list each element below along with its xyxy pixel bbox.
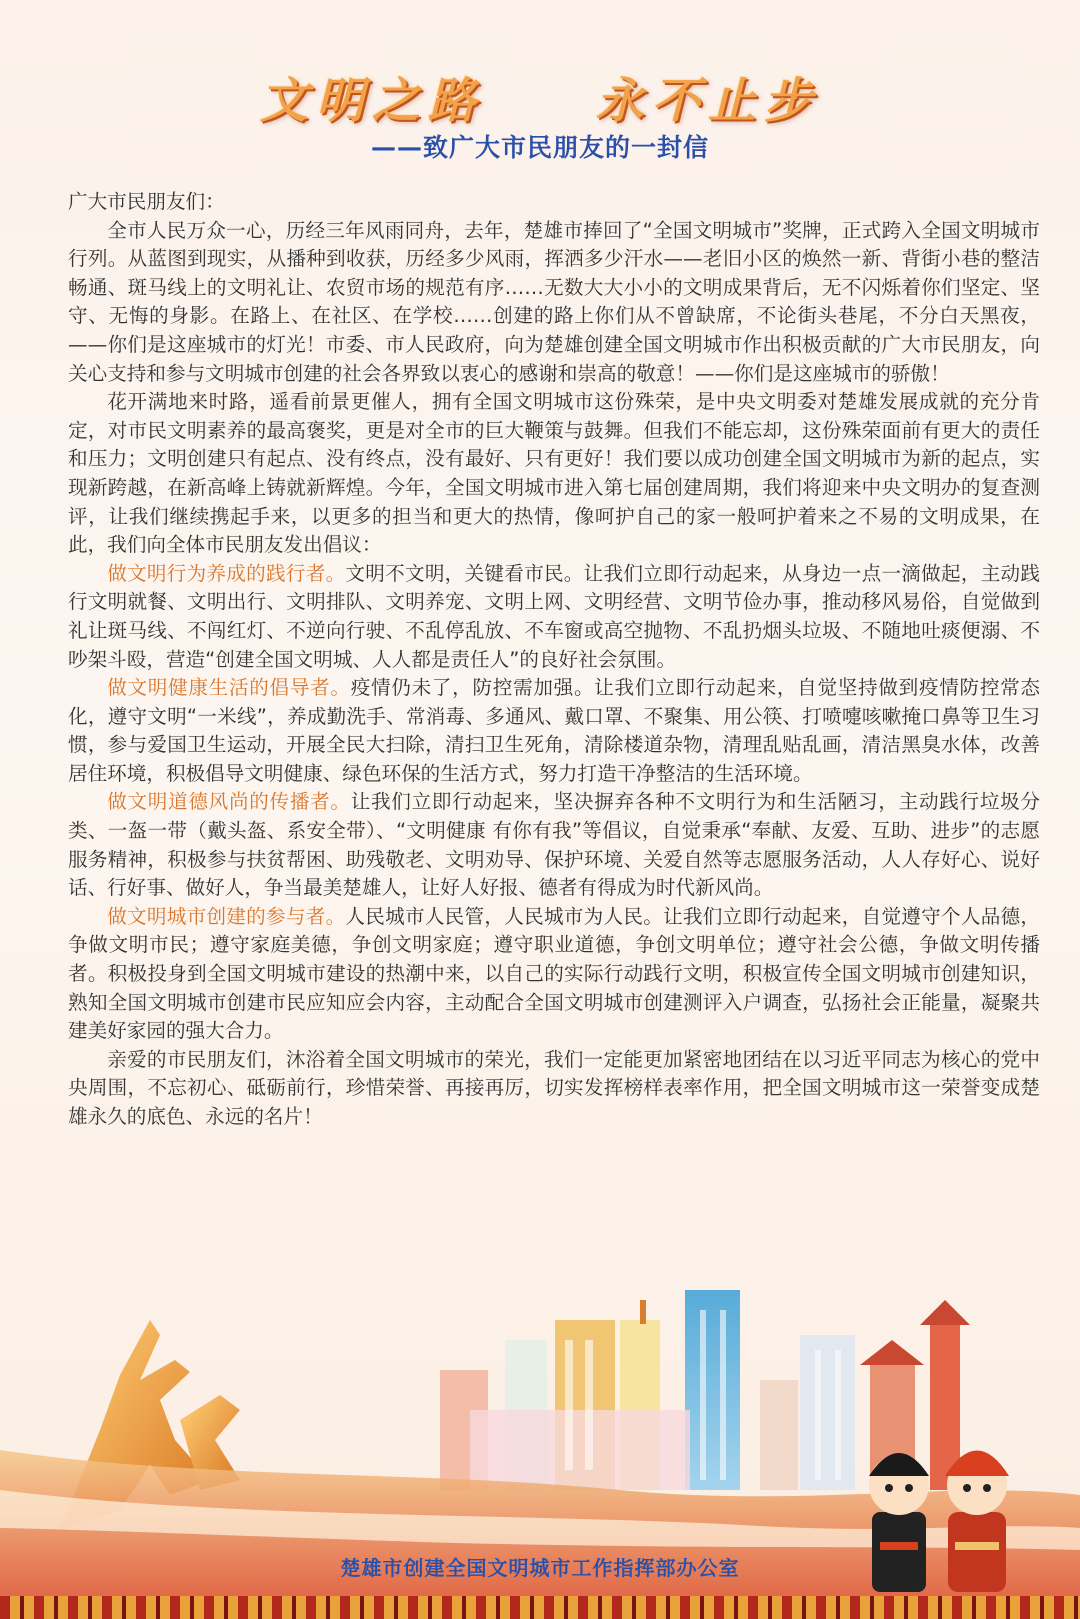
- decorative-border: [0, 1596, 1080, 1619]
- paragraph-responsibility: 花开满地来时路，遥看前景更催人，拥有全国文明城市这份殊荣，是中央文明委对楚雄发展成就的充分肯定，对市民文明素养的最高褒奖，更是对全市的巨大鞭策与鼓舞。但我们不能忘却，这份殊荣面前有更大的责任和压力；文明创建只有起点、没有终点，没有最好、只有更好！我们要以成功创建全国文明城市为新的起点，实现新跨越，在新高峰上铸就新辉煌。今年，全国文明城市进入第七届创建周期，我们将迎来中央文明办的复查测评，让我们继续携起手来，以更多的担当和更大的热情，像呵护自己的家一般呵护着来之不易的文明成果，在此，我们向全体市民朋友发出倡议：: [68, 390, 1040, 557]
- headline-subtitle: ——致广大市民朋友的一封信: [370, 133, 709, 162]
- initiative-heading: 做文明城市创建的参与者。: [107, 904, 346, 928]
- initiative-heading: 做文明道德风尚的传播者。: [107, 790, 351, 814]
- initiative-text: 让我们立即行动起来，坚决摒弃各种不文明行为和生活陋习，主动践行垃圾分类、一盔一带（戴头盔、系安全带）、“文明健康 有你有我”等倡议，自觉秉承“奉献、友爱、互助、进步”的志愿服务精神，积极参与扶贫帮困、助残敬老、文明劝导、保护环境、关爱自然等志愿服务活动，人人存好心、说好话、行好事、做好人，争当最美楚雄人，让好人好报、德者有得成为时代新风尚。: [68, 790, 1041, 900]
- initiative-text: 人民城市人民管，人民城市为人民。让我们立即行动起来，自觉遵守个人品德，争做文明市民；遵守家庭美德，争创文明家庭；遵守职业道德，争创文明单位；遵守社会公德，争做文明传播者。积极投身到全国文明城市建设的热潮中来，以自己的实际行动践行文明，积极宣传全国文明城市创建知识，熟知全国文明城市创建市民应知应会内容，主动配合全国文明城市创建测评入户调查，弘扬社会正能量，凝聚共建美好家园的强大合力。: [68, 904, 1041, 1043]
- salutation: 广大市民朋友们：: [68, 190, 225, 213]
- paragraph-achievement: 全市人民万众一心，历经三年风雨同舟，去年，楚雄市捧回了“全国文明城市”奖牌，正式跨入全国文明城市行列。从蓝图到现实，从播种到收获，历经多少风雨，挥洒多少汗水——老旧小区的焕然一新、背街小巷的整洁畅通、斑马线上的文明礼让、农贸市场的规范有序……无数大大小小的文明成果背后，无不闪烁着你们坚定、坚守、无悔的身影。在路上、在社区、在学校……创建的路上你们从不曾缺席，不论街头巷尾，不分白天黑夜，——你们是这座城市的灯光！市委、市人民政府，向为楚雄创建全国文明城市作出积极贡献的广大市民朋友，向关心支持和参与文明城市创建的社会各界致以衷心的感谢和崇高的敬意！——你们是这座城市的骄傲！: [68, 218, 1040, 385]
- initiative-heading: 做文明行为养成的践行者。: [107, 561, 346, 585]
- initiative-text: 文明不文明，关键看市民。让我们立即行动起来，从身边一点一滴做起，主动践行文明就餐、文明出行、文明排队、文明养宠、文明上网、文明经营、文明节俭办事，推动移风易俗，自觉做到礼让斑马线、不闯红灯、不逆向行驶、不乱停乱放、不车窗或高空抛物、不乱扔烟头垃圾、不随地吐痰便溺、不吵架斗殴，营造“创建全国文明城、人人都是责任人”的良好社会氛围。: [68, 561, 1041, 671]
- paragraph-initiative-health: [68, 674, 1040, 788]
- headline-title: 文明之路 永不止步: [259, 73, 820, 129]
- initiative-text: 疫情仍未了，防控需加强。让我们立即行动起来，自觉坚持做到疫情防控常态化，遵守文明“一米线”，养成勤洗手、常消毒、多通风、戴口罩、不聚集、用公筷、打喷嚏咳嗽掩口鼻等卫生习惯，参与爱国卫生运动，开展全民大扫除，清扫卫生死角，清除楼道杂物，清理乱贴乱画，清洁黑臭水体，改善居住环境，积极倡导文明健康、绿色环保的生活方式，努力打造干净整洁的生活环境。: [68, 676, 1041, 785]
- issuer-signature: 楚雄市创建全国文明城市工作指挥部办公室: [340, 1556, 740, 1580]
- paragraph-initiative-morality: [68, 788, 1040, 902]
- paragraph-initiative-participation: [68, 903, 1040, 1046]
- paragraph-closing: 亲爱的市民朋友们，沐浴着全国文明城市的荣光，我们一定能更加紧密地团结在以习近平同志为核心的党中央周围，不忘初心、砥砺前行，珍惜荣誉、再接再厉，切实发挥榜样表率作用，把全国文明城市这一荣誉变成楚雄永久的底色、永远的名片！: [68, 1047, 1040, 1128]
- letter-body: [68, 188, 1040, 1132]
- paragraph-initiative-behavior: [68, 560, 1040, 674]
- initiative-heading: 做文明健康生活的倡导者。: [107, 676, 351, 700]
